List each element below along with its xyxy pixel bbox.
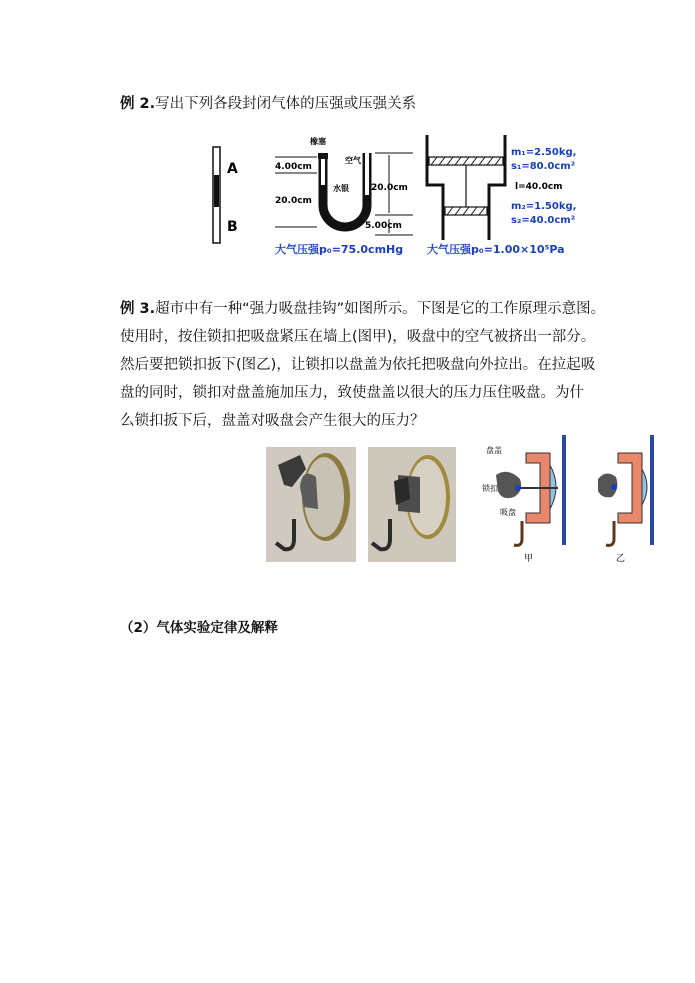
example-3-line-2: 使用时，按住锁扣把吸盘紧压在墙上(图甲)，吸盘中的空气被挤出一部分。 [120, 329, 596, 345]
u-tube-stopper-label: 橡塞 [310, 137, 326, 146]
u-tube-diagram [275, 136, 413, 256]
u-tube-length-5cm: 5.00cm [365, 221, 402, 231]
piston-mass-1: m₁=2.50kg, [511, 147, 577, 158]
jia-cup-label: 吸盘 [500, 508, 516, 517]
jia-lock-label: 锁扣 [482, 484, 498, 493]
u-tube-mercury-label: 水银 [333, 184, 349, 193]
example-3-line-3: 然后要把锁扣扳下(图乙)，让锁扣以盘盖为依托把吸盘向外拉出。在拉起吸 [120, 357, 596, 373]
piston-mass-2: m₂=1.50kg, [511, 201, 577, 212]
suction-hook-photo-1 [266, 447, 356, 562]
example-3-line-1 [120, 299, 605, 319]
example-3-line-4: 盘的同时，锁扣对盘盖施加压力，致使盘盖以很大的压力压住吸盘。为什 [120, 385, 584, 401]
suction-hook-photo-2 [368, 447, 456, 562]
example-3-text-1: 超市中有一种“强力吸盘挂钩”如图所示。下图是它的工作原理示意图。 [155, 301, 606, 317]
straight-tube-diagram [213, 147, 238, 243]
schematic-yi [590, 435, 660, 565]
u-tube-length-4cm: 4.00cm [275, 162, 312, 172]
u-tube-atmospheric-pressure: 大气压强p₀=75.0cmHg [275, 243, 404, 256]
u-tube-length-right-20cm: 20.0cm [371, 183, 408, 193]
example-3-label: 例 3. [120, 301, 156, 317]
piston-area-1: s₁=80.0cm² [511, 161, 576, 172]
cylinder-piston-diagram [427, 135, 576, 256]
cylinder-atmospheric-pressure: 大气压强p₀=1.00×10⁵Pa [427, 243, 565, 256]
jia-caption: 甲 [524, 554, 534, 564]
example-2-text: 写出下列各段封闭气体的压强或压强关系 [155, 96, 417, 112]
piston-area-2: s₂=40.0cm² [511, 215, 576, 226]
schematic-jia [478, 435, 568, 565]
section-title: （2）气体实验定律及解释 [120, 620, 278, 636]
example-3-line-5: 么锁扣扳下后，盘盖对吸盘会产生很大的压力？ [120, 413, 425, 429]
tube-label-b: B [227, 219, 238, 235]
u-tube-air-label: 空气 [345, 156, 361, 165]
tube-label-a: A [227, 161, 238, 177]
yi-caption: 乙 [616, 554, 626, 564]
example-2-label: 例 2. [120, 96, 156, 112]
jia-lid-label: 盘盖 [486, 446, 502, 455]
gas-pressure-figure [205, 135, 605, 265]
u-tube-length-left-20cm: 20.0cm [275, 196, 312, 206]
rod-length: l=40.0cm [515, 182, 563, 192]
example-2-heading [120, 94, 416, 114]
